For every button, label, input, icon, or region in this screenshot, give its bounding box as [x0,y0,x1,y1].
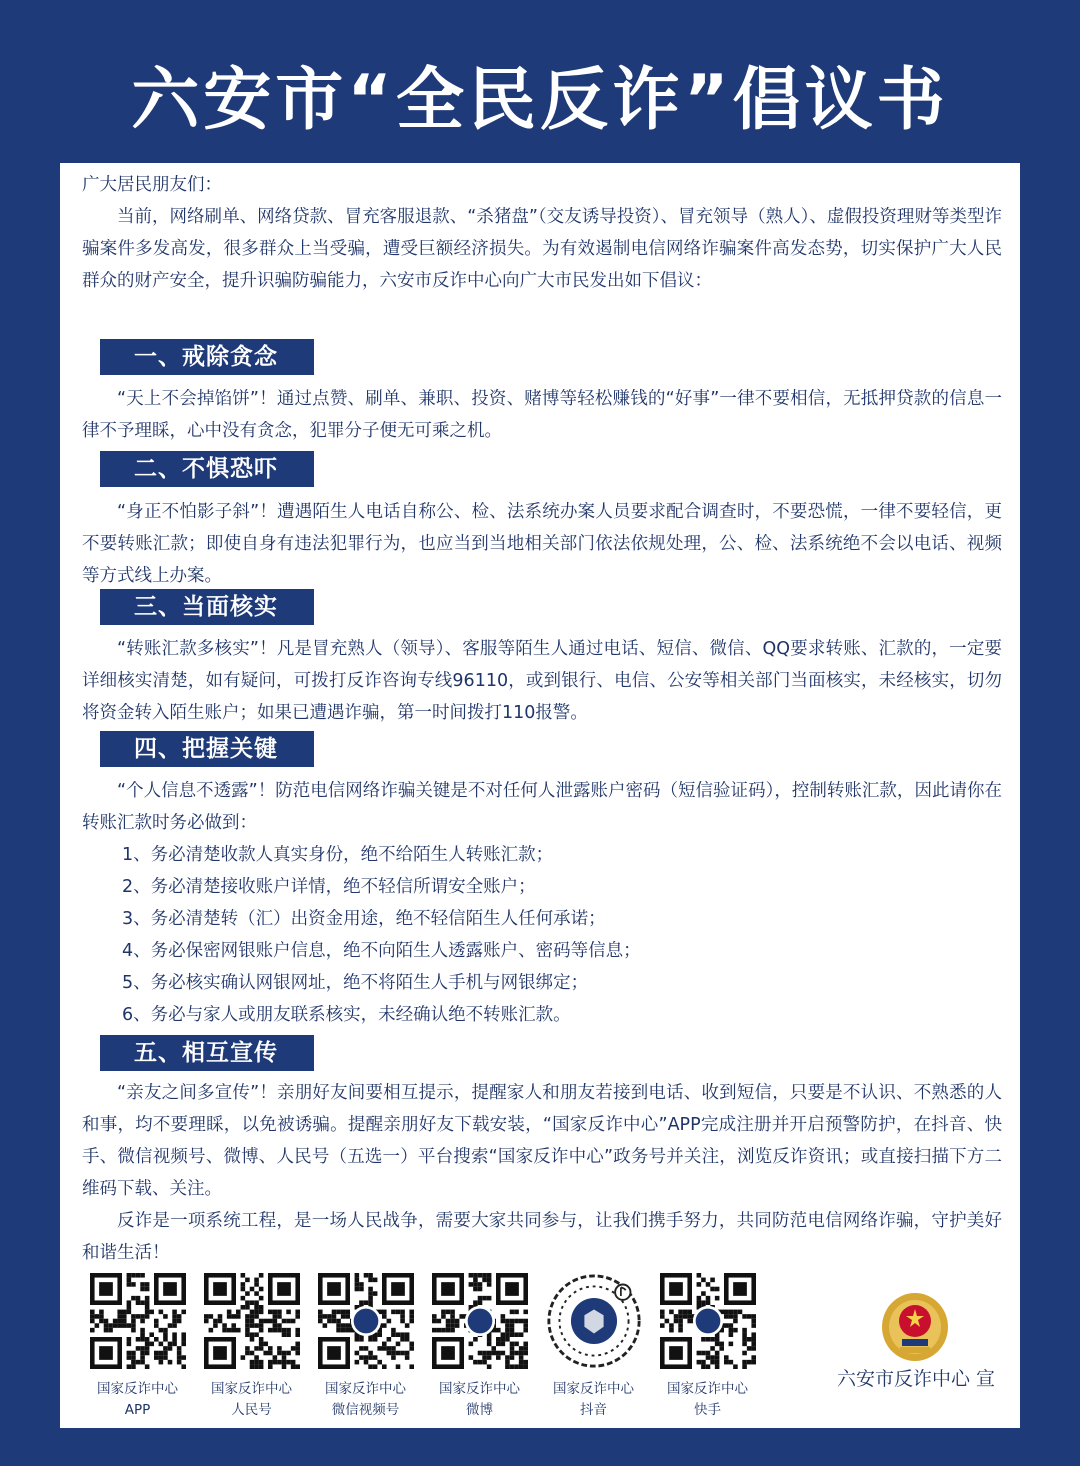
qr-caption: 国家反诈中心 APP [97,1381,178,1418]
section-text-3: “转账汇款多核实”！凡是冒充熟人（领导）、客服等陌生人通过电话、短信、微信、QQ要求转账、汇款的，一定要详细核实清楚，如有疑问，可拨打反诈咨询专线96110，或到银行、电信、公安等相关部门当面核实，未经核实，切勿将资金转入陌生账户；如果已遭遇诈骗，第一时间拨打110报警。 [82,639,1002,723]
closing-paragraph: 反诈是一项系统工程，是一场人民战争，需要大家共同参与，让我们携手努力，共同防范电信网络诈骗，守护美好和谐生活！ [82,1211,1002,1263]
qr-item-renminhao[interactable] [194,1273,309,1421]
section-text-5: “亲友之间多宣传”！亲朋好友间要相互提示，提醒家人和朋友若接到电话、收到短信，只要是不认识、不熟悉的人和事，均不要理睬，以免被诱骗。提醒亲朋好友下载安装，“国家反诈中心”APP完成注册并开启预警防护，在抖音、快手、微信视频号、微博、人民号（五选一）平台搜索“国家反诈中心”政务号并关注，浏览反诈资讯；或直接扫描下方二维码下载、关注。 [82,1083,1002,1199]
checklist [82,839,1002,1031]
section-block-4 [82,775,1002,1031]
proposal-panel [60,163,1020,1428]
intro-block [82,169,1002,297]
issuer-signature: 六安市反诈中心 宣 [836,1368,996,1390]
section-text-2: “身正不怕影子斜”！遭遇陌生人电话自称公、检、法系统办案人员要求配合调查时，不要恐慌，一律不要轻信，更不要转账汇款；即使自身有违法犯罪行为，也应当到当地相关部门依法依规处理，公、检、法系统绝不会以电话、视频等方式线上办案。 [82,502,1002,586]
checklist-item: 2、务必清楚接收账户详情，绝不轻信所谓安全账户； [122,877,536,897]
greeting: 广大居民朋友们： [82,175,222,195]
qr-code-icon[interactable] [204,1273,300,1369]
checklist-item: 4、务必保密网银账户信息，绝不向陌生人透露账户、密码等信息； [122,941,641,961]
qr-caption: 国家反诈中心 抖音 [553,1381,634,1418]
section-heading-2: 二、不惧恐吓 [100,451,314,487]
checklist-item: 3、务必清楚转（汇）出资金用途，绝不轻信陌生人任何承诺； [122,909,606,929]
qr-caption: 国家反诈中心 快手 [667,1381,748,1418]
section-block-5 [82,1077,1002,1269]
qr-item-kuaishou[interactable] [650,1273,765,1421]
qr-code-icon[interactable] [318,1273,414,1369]
qr-code-icon[interactable] [90,1273,186,1369]
qr-item-weibo[interactable] [422,1273,537,1421]
qr-item-app[interactable] [80,1273,195,1421]
qr-code-icon[interactable] [660,1273,756,1369]
section-heading-3: 三、当面核实 [100,589,314,625]
section-heading-5: 五、相互宣传 [100,1035,314,1071]
qr-code-row [80,1273,780,1423]
police-emblem-icon [878,1285,952,1365]
section-text-4: “个人信息不透露”！防范电信网络诈骗关键是不对任何人泄露账户密码（短信验证码），控制转账汇款，因此请你在转账汇款时务必做到： [82,781,1002,833]
qr-code-icon[interactable] [432,1273,528,1369]
checklist-item: 6、务必与家人或朋友联系核实，未经确认绝不转账汇款。 [122,1005,571,1025]
qr-caption: 国家反诈中心 微博 [439,1381,520,1418]
qr-item-wechat-video[interactable] [308,1273,423,1421]
qr-caption: 国家反诈中心 微信视频号 [325,1381,406,1418]
section-text-1: “天上不会掉馅饼”！通过点赞、刷单、兼职、投资、赌博等轻松赚钱的“好事”一律不要相信，无抵押贷款的信息一律不予理睬，心中没有贪念，犯罪分子便无可乘之机。 [82,389,1002,441]
douyin-code-icon[interactable] [546,1273,642,1369]
qr-item-douyin[interactable] [536,1273,651,1421]
section-heading-1: 一、戒除贪念 [100,339,314,375]
checklist-item: 1、务必清楚收款人真实身份，绝不给陌生人转账汇款； [122,845,554,865]
section-heading-4: 四、把握关键 [100,731,314,767]
page-title: 六安市“全民反诈”倡议书 [131,61,949,140]
qr-caption: 国家反诈中心 人民号 [211,1381,292,1418]
checklist-item: 5、务必核实确认网银网址，绝不将陌生人手机与网银绑定； [122,973,589,993]
intro-paragraph: 当前，网络刷单、网络贷款、冒充客服退款、“杀猪盘”（交友诱导投资）、冒充领导（熟人）、虚假投资理财等类型诈骗案件多发高发，很多群众上当受骗，遭受巨额经济损失。为有效遏制电信网络诈骗案件高发态势，切实保护广大人民群众的财产安全，提升识骗防骗能力，六安市反诈中心向广大市民发出如下倡议： [82,207,1002,291]
